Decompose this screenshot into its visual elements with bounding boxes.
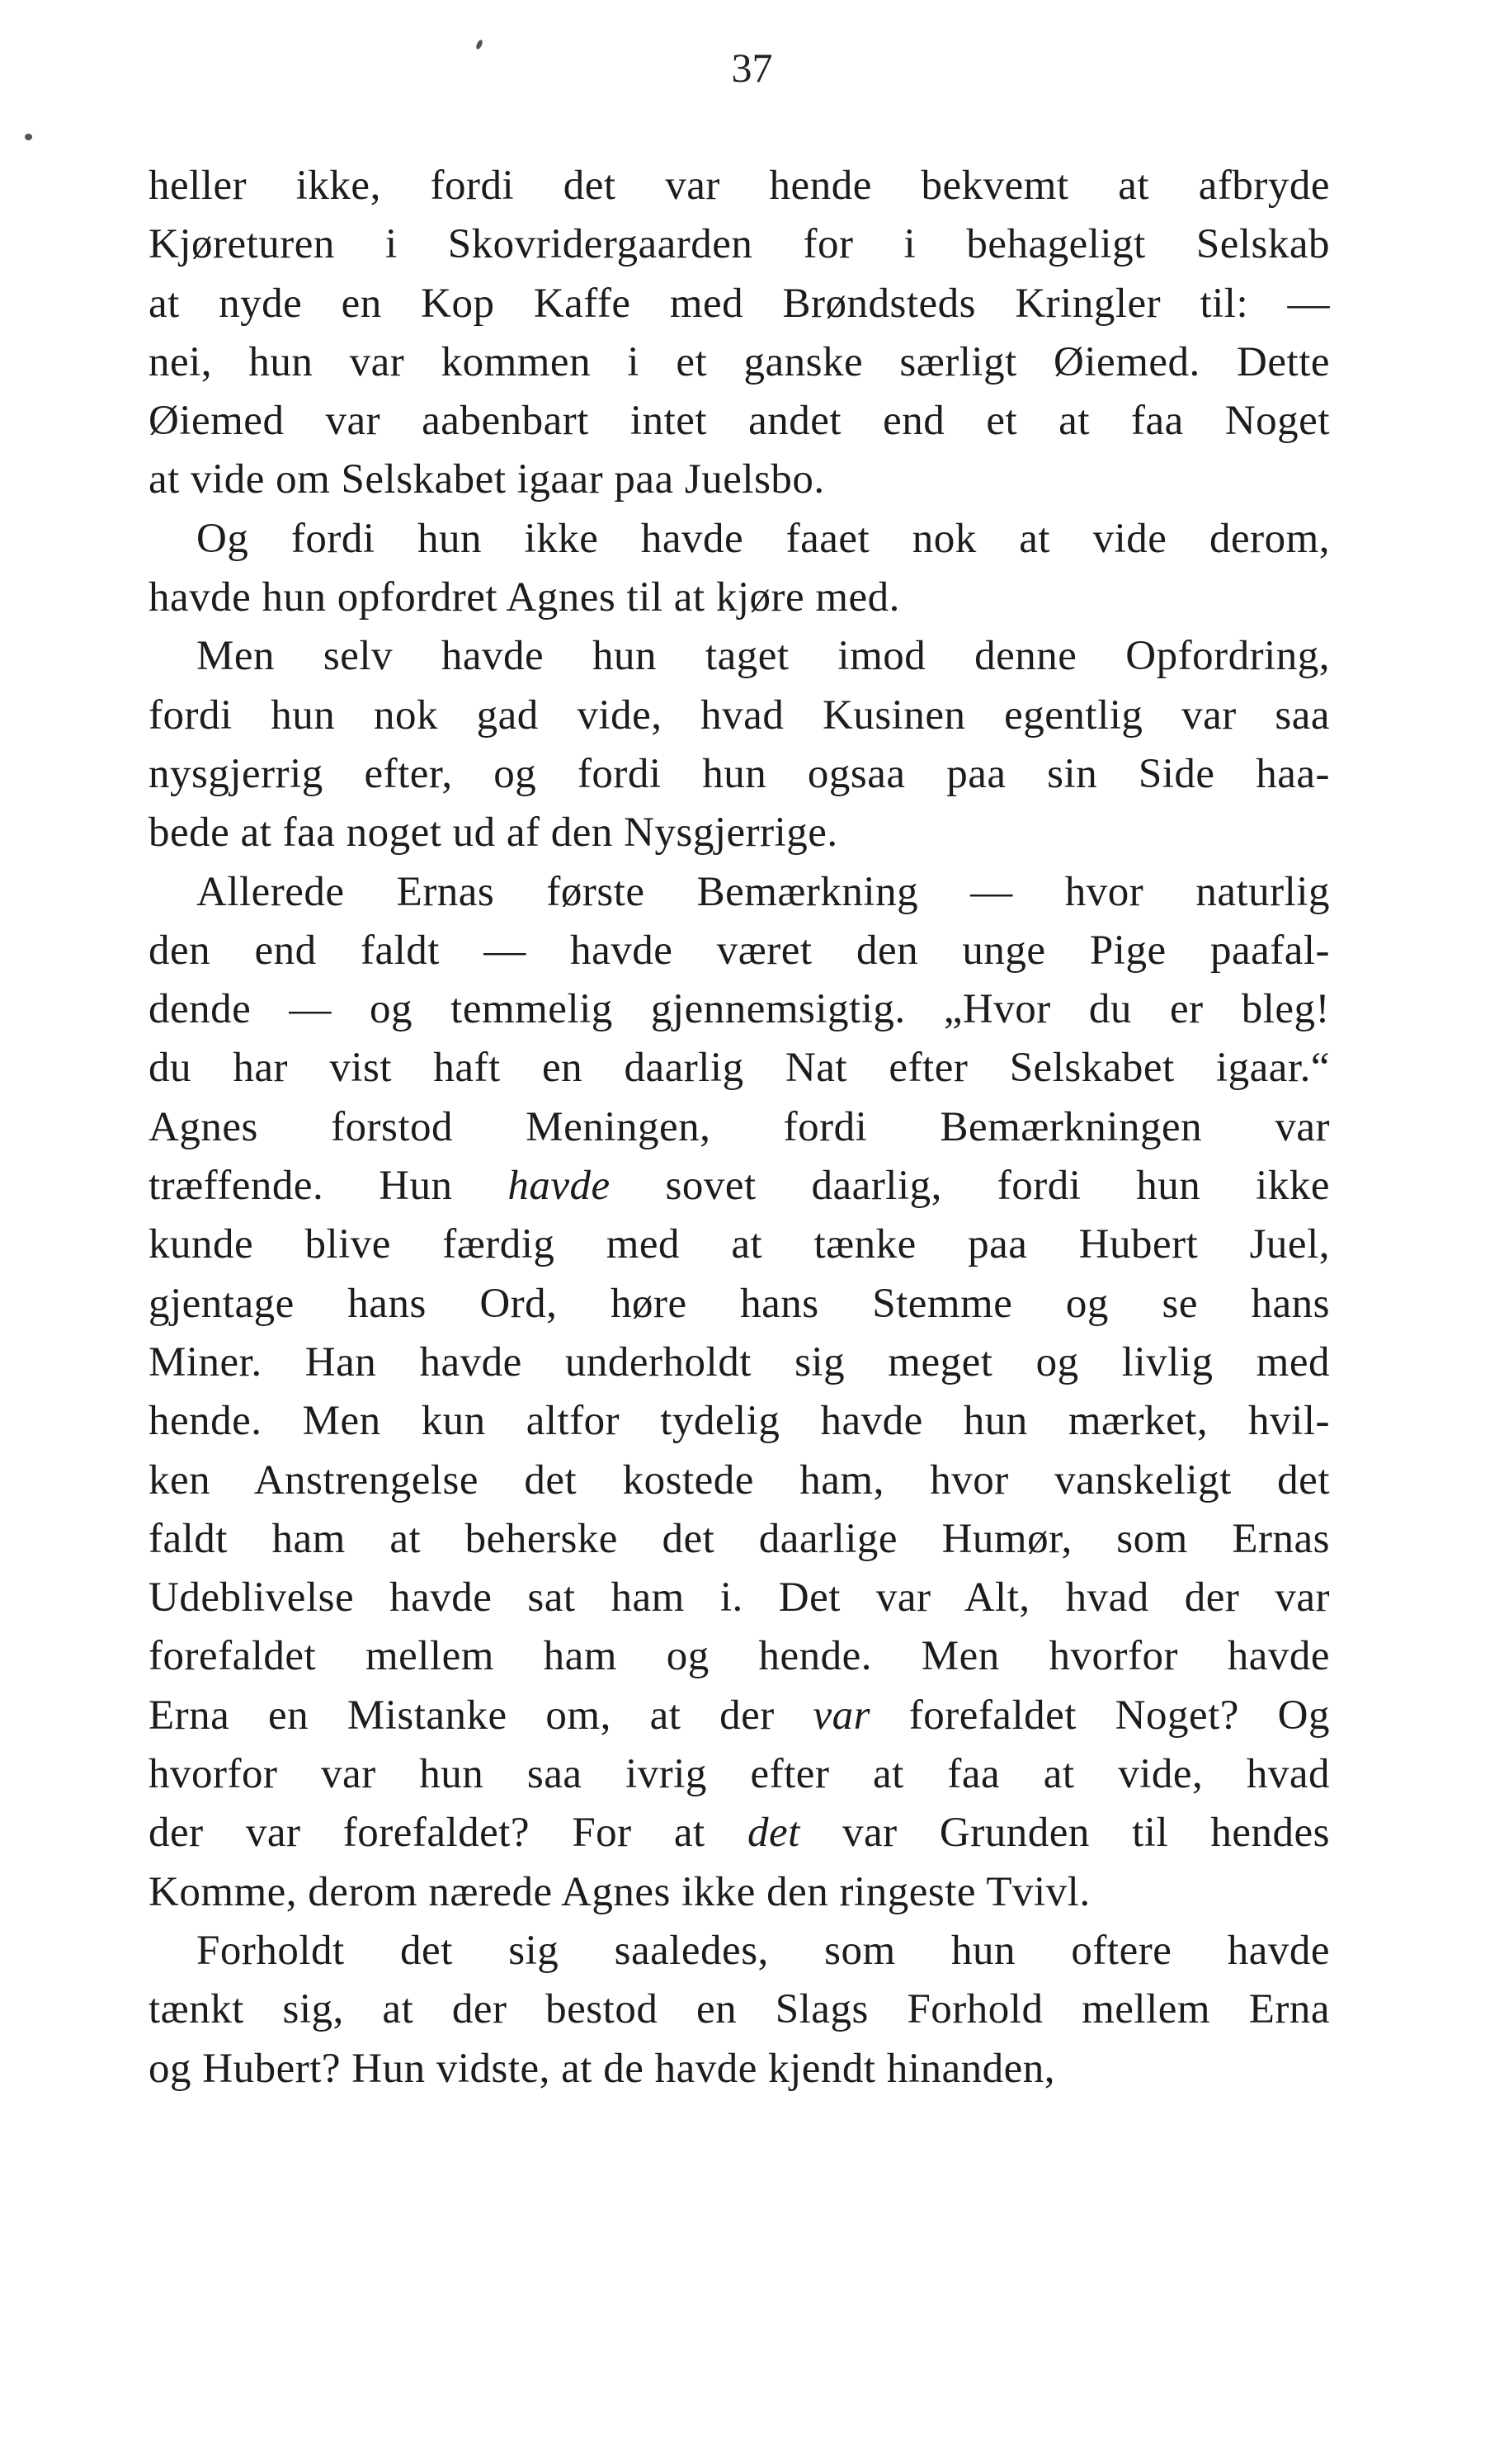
text-line	[149, 1922, 1330, 1980]
text-line	[149, 922, 1330, 980]
text-line	[149, 627, 1330, 686]
text-line	[149, 1980, 1330, 2039]
italic-word: det	[747, 1810, 800, 1857]
ink-speck	[25, 134, 32, 140]
text-line	[149, 1745, 1330, 1804]
text-segment: Øiemed var aabenbart intet andet end et at faa Noget	[149, 398, 1330, 445]
text-line	[149, 1510, 1330, 1569]
text-segment: havde hun opfordret Agnes til at kjøre med.	[149, 574, 900, 621]
text-line	[149, 1275, 1330, 1333]
text-segment: den end faldt — havde været den unge Pige paafal-	[149, 927, 1330, 974]
page-number: 37	[731, 45, 773, 91]
text-segment: forefaldet mellem ham og hende. Men hvorfor havde	[149, 1633, 1330, 1680]
text-segment: træffende. Hun	[149, 1163, 508, 1210]
text-line	[149, 1215, 1330, 1274]
text-segment: heller ikke, fordi det var hende bekvemt at afbryde	[149, 163, 1330, 209]
text-segment: fordi hun nok gad vide, hvad Kusinen egentlig var saa	[149, 692, 1330, 739]
text-segment: hvorfor var hun saa ivrig efter at faa at vide, hvad	[149, 1751, 1330, 1798]
text-line	[149, 451, 1330, 509]
text-line	[149, 1451, 1330, 1510]
text-line	[149, 1804, 1330, 1862]
text-line	[149, 1039, 1330, 1097]
text-segment: faldt ham at beherske det daarlige Humør, som Ernas	[149, 1515, 1330, 1562]
text-line	[149, 1687, 1330, 1745]
text-line	[149, 1392, 1330, 1451]
text-segment: Allerede Ernas første Bemærkning — hvor naturlig	[196, 868, 1330, 915]
text-line	[149, 510, 1330, 569]
text-line	[149, 333, 1330, 392]
text-segment: Og fordi hun ikke havde faaet nok at vide derom,	[196, 515, 1330, 562]
text-segment: dende — og temmelig gjennemsigtig. „Hvor du er bleg!	[149, 986, 1330, 1033]
text-segment: Agnes forstod Meningen, fordi Bemærkningen var	[149, 1103, 1330, 1150]
text-segment: nei, hun var kommen i et ganske særligt Øiemed. Dette	[149, 338, 1330, 385]
text-segment: Udeblivelse havde sat ham i. Det var Alt, hvad der var	[149, 1574, 1330, 1621]
text-segment: sovet daarlig, fordi hun ikke	[610, 1163, 1330, 1210]
text-line	[149, 2040, 1330, 2098]
text-segment: Komme, derom nærede Agnes ikke den ringeste Tvivl.	[149, 1868, 1091, 1915]
text-line	[149, 157, 1330, 215]
text-segment: gjentage hans Ord, høre hans Stemme og se hans	[149, 1280, 1330, 1327]
text-line	[149, 392, 1330, 451]
text-segment: Forholdt det sig saaledes, som hun oftere havde	[196, 1927, 1330, 1974]
text-line	[149, 1627, 1330, 1686]
text-segment: tænkt sig, at der bestod en Slags Forhold mellem Erna	[149, 1986, 1330, 2033]
text-segment: at nyde en Kop Kaffe med Brøndsteds Kringler til: —	[149, 280, 1330, 327]
text-line	[149, 745, 1330, 804]
text-segment: Men selv havde hun taget imod denne Opfordring,	[196, 633, 1330, 680]
text-segment: nysgjerrig efter, og fordi hun ogsaa paa sin Side haa-	[149, 750, 1330, 797]
text-line	[149, 1863, 1330, 1922]
text-line	[149, 569, 1330, 627]
text-line	[149, 1569, 1330, 1627]
text-segment: du har vist haft en daarlig Nat efter Selskabet igaar.“	[149, 1045, 1330, 1092]
text-segment: bede at faa noget ud af den Nysgjerrige.	[149, 810, 838, 857]
text-line	[149, 863, 1330, 922]
text-segment: kunde blive færdig med at tænke paa Hubert Juel,	[149, 1221, 1330, 1268]
text-line	[149, 687, 1330, 745]
text-line	[149, 1157, 1330, 1215]
text-segment: Erna en Mistanke om, at der	[149, 1692, 813, 1739]
text-line	[149, 804, 1330, 862]
text-line	[149, 1333, 1330, 1392]
text-segment: Miner. Han havde underholdt sig meget og livlig med	[149, 1338, 1330, 1385]
text-segment: hende. Men kun altfor tydelig havde hun mærket, hvil-	[149, 1398, 1330, 1445]
text-line	[149, 215, 1330, 274]
text-line	[149, 1098, 1330, 1157]
text-segment: ken Anstrengelse det kostede ham, hvor vanskeligt det	[149, 1456, 1330, 1503]
body-text	[149, 157, 1330, 2098]
text-segment: at vide om Selskabet igaar paa Juelsbo.	[149, 456, 825, 503]
italic-word: havde	[507, 1163, 611, 1210]
text-segment: der var forefaldet? For at	[149, 1810, 747, 1857]
text-segment: og Hubert? Hun vidste, at de havde kjendt hinanden,	[149, 2045, 1056, 2092]
text-segment: Kjøreturen i Skovridergaarden for i behageligt Selskab	[149, 221, 1330, 268]
italic-word: var	[813, 1692, 870, 1739]
text-segment: forefaldet Noget? Og	[870, 1692, 1330, 1739]
text-segment: var Grunden til hendes	[799, 1810, 1330, 1857]
text-line	[149, 275, 1330, 333]
text-line	[149, 980, 1330, 1039]
